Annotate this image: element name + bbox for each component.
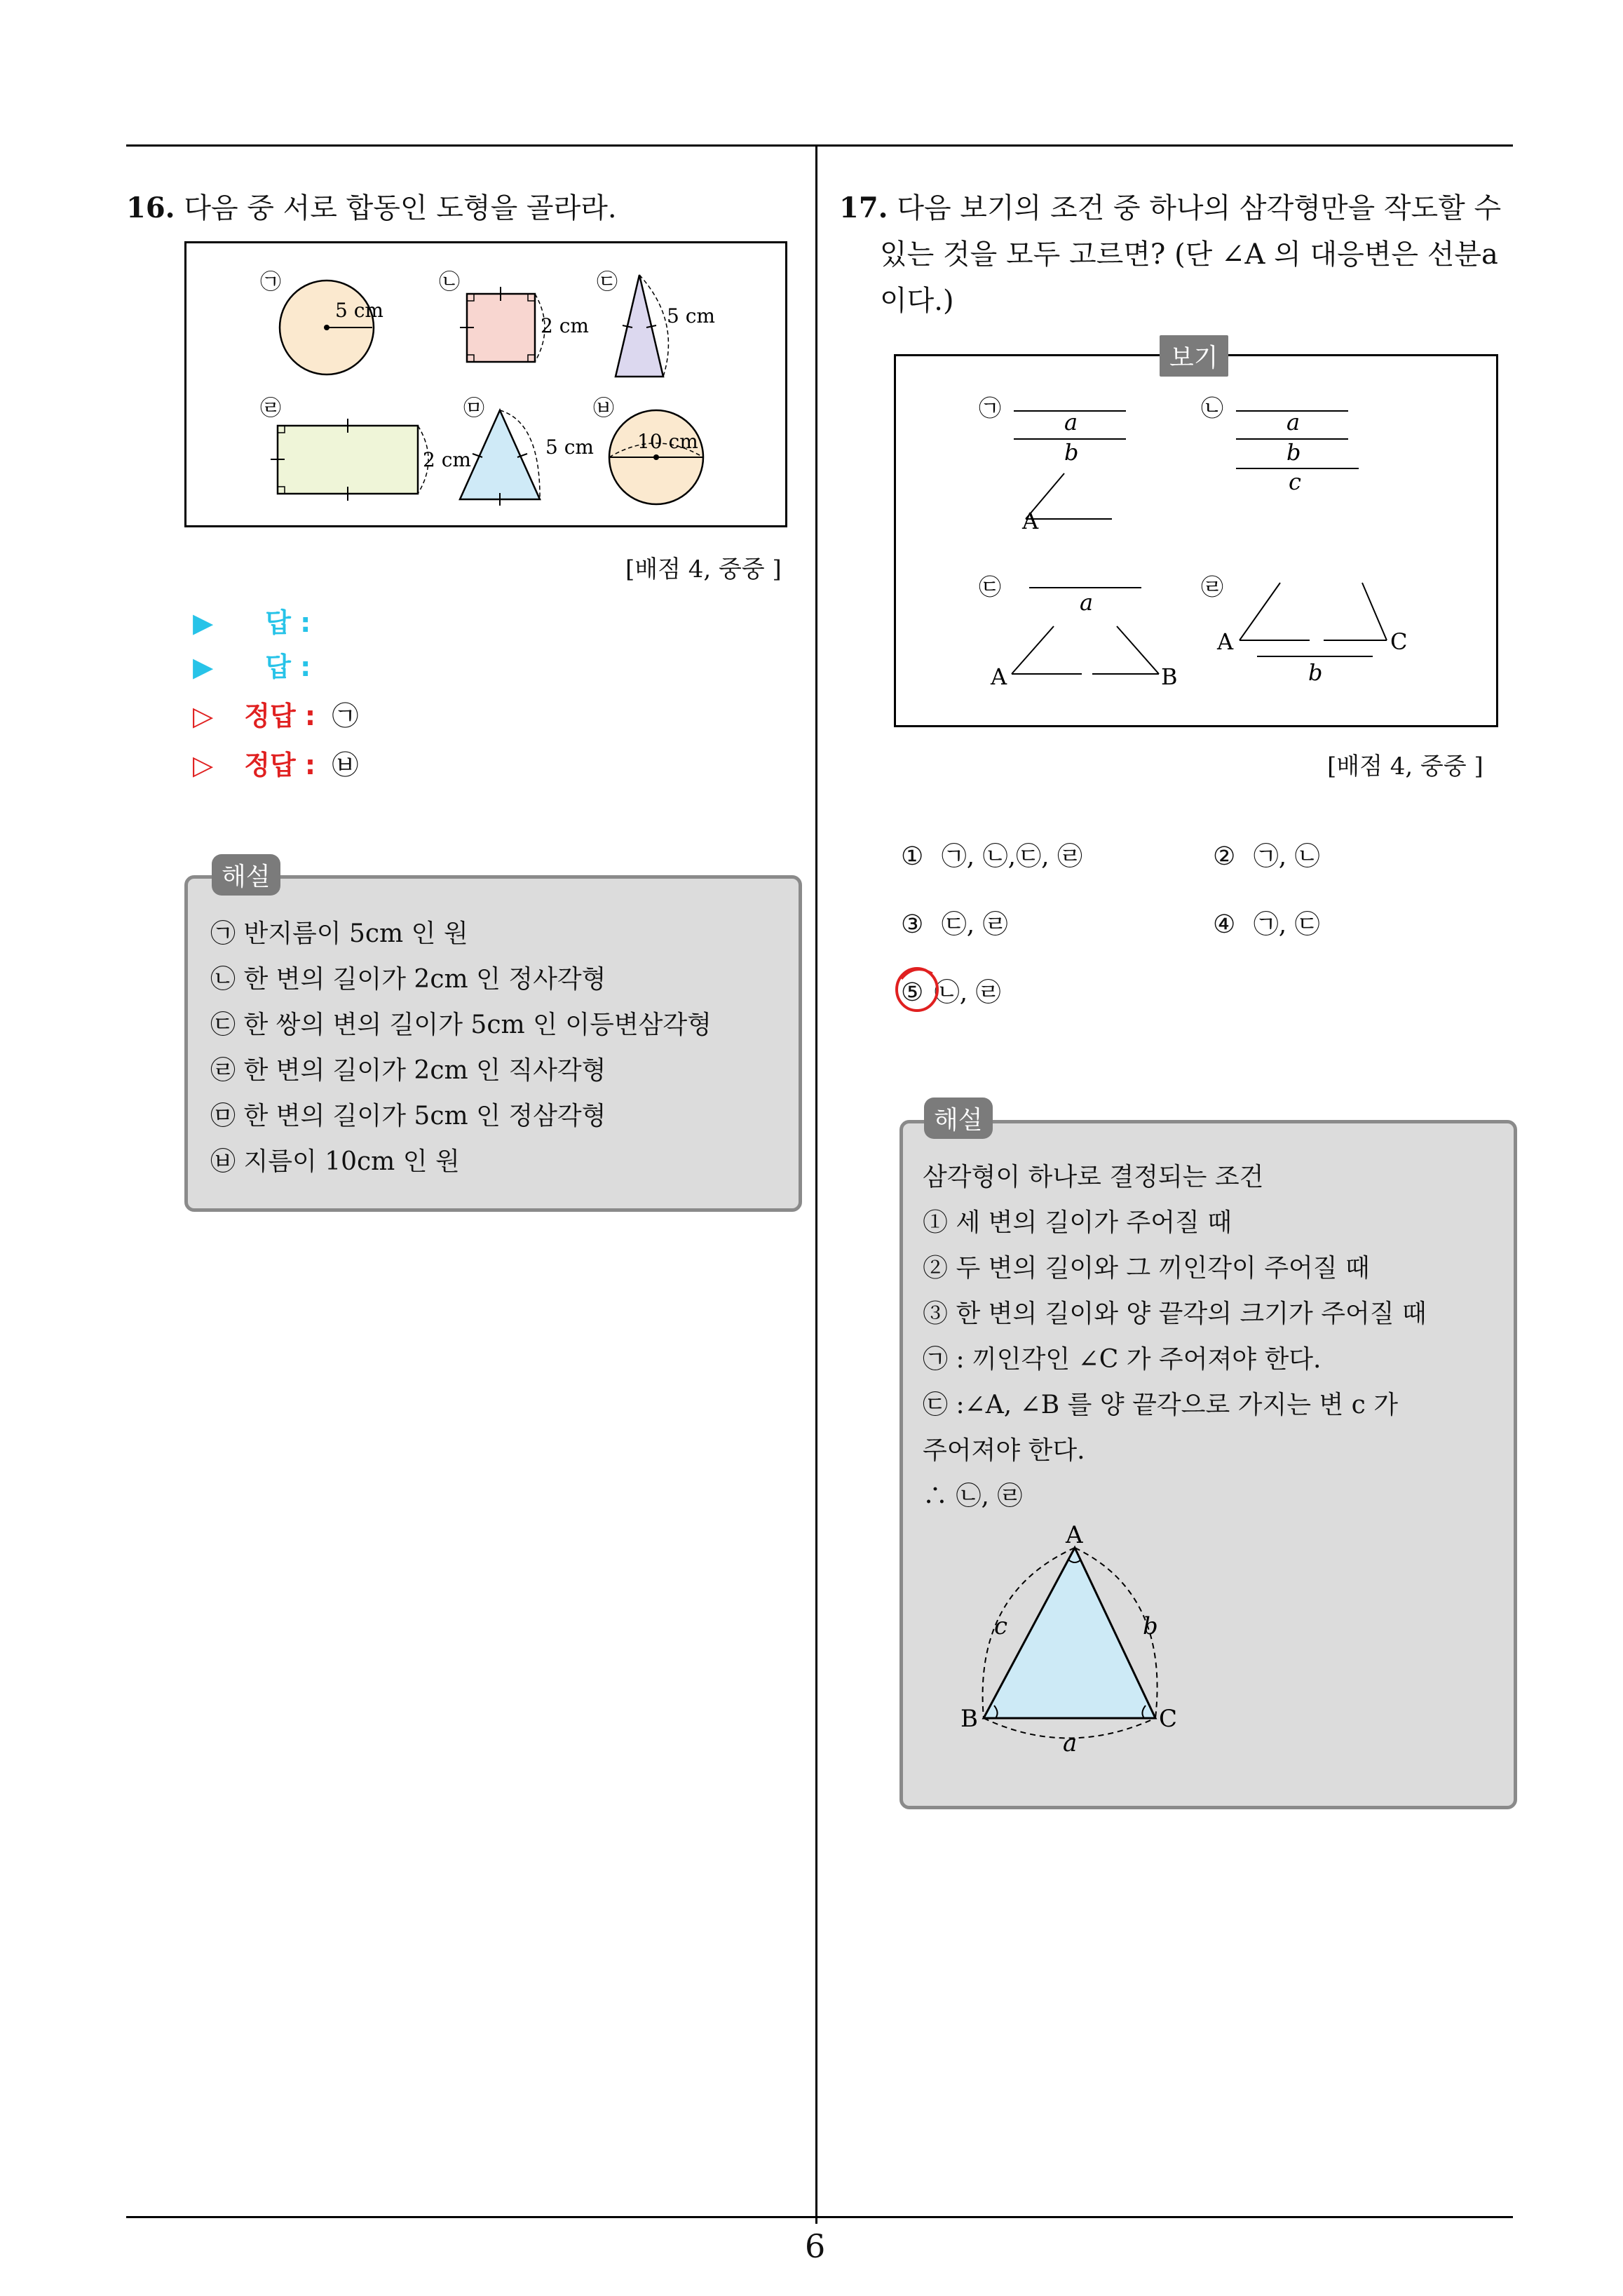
q17-solution-tag: 해설 — [924, 1098, 993, 1139]
choice-2[interactable] — [1213, 837, 1320, 872]
choice-text: ㉢, ㉣ — [941, 910, 1008, 939]
column-divider — [815, 144, 817, 2224]
choice-text: ㉡, ㉣ — [934, 978, 1001, 1007]
choice-4[interactable] — [1213, 905, 1320, 940]
top-rule — [126, 144, 1513, 147]
correct-answer-1 — [193, 694, 358, 733]
choice-number: ① — [901, 842, 924, 871]
q17-bogi-box — [894, 354, 1498, 727]
q16-figure-box — [184, 241, 787, 527]
svg-text:b: b — [1286, 439, 1301, 466]
solution-line: ㉠ 반지름이 5cm 인 원 — [210, 919, 468, 948]
choice-number: ④ — [1213, 910, 1236, 939]
q16-score: [배점 4, 중중 ] — [625, 555, 782, 583]
bogi-label-n: ㉡ — [1201, 395, 1224, 421]
hollow-triangle-icon: ▷ — [193, 750, 214, 781]
svg-text:C: C — [1390, 628, 1408, 655]
question-number: 17. — [839, 191, 888, 224]
fig-label-r: ㉣ — [260, 396, 281, 421]
bottom-rule — [126, 2216, 1513, 2218]
circle2-diameter-label: 10 cm — [637, 430, 698, 453]
solution-line: ㉢ :∠A, ∠B 를 양 끝각으로 가지는 변 c 가 — [923, 1391, 1399, 1419]
question-16 — [126, 185, 799, 231]
solution-line: 주어져야 한다. — [923, 1436, 1085, 1465]
choice-3[interactable] — [901, 905, 1008, 940]
svg-text:A: A — [991, 663, 1007, 690]
solution-line: ① 세 변의 길이가 주어질 때 — [923, 1208, 1232, 1237]
choice-text: ㉠, ㉡,㉢, ㉣ — [941, 842, 1082, 871]
question-text-line: 이다.) — [880, 285, 954, 317]
vertex-C: C — [1159, 1705, 1178, 1733]
hollow-triangle-icon: ▷ — [193, 701, 214, 731]
side-b: b — [1143, 1612, 1158, 1640]
svg-text:A: A — [1217, 628, 1234, 655]
solution-line: ③ 한 변의 길이와 양 끝각의 크기가 주어질 때 — [923, 1299, 1427, 1328]
fig-label-g: ㉠ — [260, 270, 281, 295]
vertex-A: A — [1066, 1521, 1083, 1549]
q16-solution-box — [184, 875, 802, 1212]
q16-figures — [186, 243, 785, 525]
question-text: 다음 중 서로 합동인 도형을 골라라. — [184, 192, 617, 224]
svg-text:a: a — [1286, 409, 1301, 435]
square-2cm — [467, 294, 535, 362]
svg-text:A: A — [1022, 508, 1039, 534]
side-c: c — [994, 1612, 1008, 1640]
isosceles-side-label: 5 cm — [667, 304, 715, 327]
rectangle-2cm — [278, 426, 418, 494]
equilateral-triangle — [460, 410, 540, 499]
equilateral-side-label: 5 cm — [545, 435, 594, 459]
q17-bogi-tag: 보기 — [1160, 335, 1228, 377]
choice-text: ㉠, ㉢ — [1253, 910, 1320, 939]
correct-circle-mark-icon — [889, 961, 945, 1017]
answer-line-2 — [193, 645, 311, 684]
rect-side-label: 2 cm — [423, 448, 471, 471]
q16-solution-tag: 해설 — [212, 854, 280, 896]
vertex-B: B — [960, 1705, 978, 1733]
square-side-label: 2 cm — [541, 314, 589, 337]
question-text-line: 다음 보기의 조건 중 하나의 삼각형만을 작도할 수 — [897, 192, 1502, 224]
solution-triangle — [984, 1548, 1155, 1718]
svg-text:a: a — [1080, 589, 1094, 616]
bogi-label-r: ㉣ — [1201, 574, 1224, 600]
solution-line: ㉣ 한 변의 길이가 2cm 인 직사각형 — [210, 1056, 606, 1085]
correct-answer-value: ㉥ — [332, 750, 359, 781]
correct-answer-label: 정답 : — [244, 701, 316, 731]
solution-line: ∴ ㉡, ㉣ — [923, 1482, 1023, 1511]
choice-text: ㉠, ㉡ — [1253, 842, 1320, 871]
svg-text:a: a — [1064, 409, 1078, 435]
choice-number: ③ — [901, 910, 924, 939]
correct-answer-label: 정답 : — [244, 750, 316, 781]
solution-line: ㉡ 한 변의 길이가 2cm 인 정사각형 — [210, 965, 606, 994]
choice-number: ⑤ — [901, 978, 924, 1007]
choice-1[interactable] — [901, 837, 1082, 872]
triangle-bullet-icon: ▶ — [193, 607, 214, 638]
fig-label-h: ㉥ — [593, 396, 614, 421]
bogi-label-g: ㉠ — [979, 395, 1002, 421]
svg-text:B: B — [1161, 663, 1178, 690]
q17-score: [배점 4, 중중 ] — [1327, 752, 1483, 781]
q17-solution-box — [899, 1120, 1517, 1809]
fig-label-n: ㉡ — [439, 270, 460, 295]
solution-line: ㉢ 한 쌍의 변의 길이가 5cm 인 이등변삼각형 — [210, 1011, 712, 1039]
page-number: 6 — [805, 2227, 826, 2265]
correct-answer-2 — [193, 743, 358, 782]
solution-line: ㉥ 지름이 10cm 인 원 — [210, 1147, 460, 1176]
bogi-label-d: ㉢ — [979, 574, 1002, 600]
question-text-line: 있는 것을 모두 고르면? (단 ∠A 의 대응변은 선분a — [880, 238, 1498, 271]
solution-triangle-figure — [917, 1516, 1211, 1769]
svg-text:c: c — [1289, 468, 1301, 495]
choice-number: ② — [1213, 842, 1236, 871]
solution-line: ㉤ 한 변의 길이가 5cm 인 정삼각형 — [210, 1102, 606, 1130]
q17-bogi-figures — [896, 356, 1496, 725]
svg-text:b: b — [1308, 659, 1323, 686]
answer-line-1 — [193, 601, 311, 640]
answer-label: 답 : — [265, 651, 311, 682]
question-17 — [839, 185, 1512, 324]
solution-line: 삼각형이 하나로 결정되는 조건 — [923, 1163, 1264, 1191]
side-a: a — [1063, 1729, 1078, 1757]
circle1-radius-label: 5 cm — [335, 299, 383, 322]
correct-answer-value: ㉠ — [332, 701, 359, 731]
answer-label: 답 : — [265, 607, 311, 638]
fig-label-d: ㉢ — [597, 270, 618, 295]
solution-line: ㉠ : 끼인각인 ∠C 가 주어져야 한다. — [923, 1345, 1322, 1374]
solution-line: ② 두 변의 길이와 그 끼인각이 주어질 때 — [923, 1254, 1370, 1283]
svg-text:b: b — [1064, 439, 1079, 466]
question-number: 16. — [126, 191, 175, 224]
triangle-bullet-icon: ▶ — [193, 651, 214, 682]
fig-label-m: ㉤ — [463, 396, 484, 421]
